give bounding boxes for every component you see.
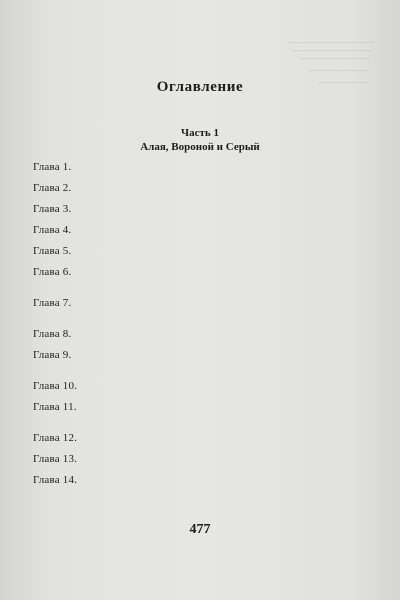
page-title: Оглавление [156,79,244,95]
toc-entry [33,431,358,452]
chapter-number: 9. [62,349,72,361]
toc-entry [33,202,358,223]
chapter-number: 4. [62,224,72,236]
chapter-number: 6. [62,266,72,278]
toc-entry [33,265,358,296]
chapter-label [33,431,77,445]
chapter-word: Глава [33,401,60,413]
chapter-number: 10. [62,380,78,392]
chapter-word: Глава [33,432,60,444]
chapter-label [33,473,77,487]
table-of-contents [33,160,358,494]
toc-entry [33,400,358,431]
toc-entry [33,452,358,473]
chapter-word: Глава [33,328,60,340]
toc-entry [33,223,358,244]
toc-entry [33,244,358,265]
chapter-number: 3. [62,203,72,215]
chapter-label [33,265,71,279]
chapter-label [33,202,71,216]
chapter-word: Глава [33,349,60,361]
chapter-number: 12. [62,432,78,444]
chapter-number: 11. [62,401,77,413]
chapter-word: Глава [33,453,60,465]
toc-entry [33,160,358,181]
chapter-label [33,327,71,341]
chapter-label [33,160,71,174]
chapter-number: 7. [62,297,72,309]
chapter-number: 2. [62,182,72,194]
chapter-word: Глава [33,224,60,236]
chapter-number: 8. [62,328,72,340]
chapter-word: Глава [33,474,60,486]
chapter-label [33,244,71,258]
chapter-word: Глава [33,161,60,173]
toc-entry [33,181,358,202]
toc-entry [33,379,358,400]
toc-entry [33,473,358,494]
chapter-word: Глава [33,380,60,392]
chapter-label [33,181,71,195]
chapter-number: 13. [62,453,78,465]
chapter-word: Глава [33,245,60,257]
chapter-number: 5. [62,245,72,257]
toc-entry [33,296,358,327]
chapter-label [33,400,77,414]
part-subtitle: Алая, Вороной и Серый [140,141,260,153]
chapter-word: Глава [33,266,60,278]
toc-entry [33,327,358,348]
page-number: 477 [189,522,211,537]
chapter-number: 14. [62,474,78,486]
part-heading: Часть 1 [181,127,219,139]
chapter-word: Глава [33,203,60,215]
chapter-label [33,223,71,237]
chapter-word: Глава [33,182,60,194]
chapter-label [33,348,71,362]
chapter-label [33,296,71,310]
chapter-label [33,379,77,393]
chapter-number: 1. [62,161,72,173]
chapter-label [33,452,77,466]
toc-entry [33,348,358,379]
chapter-word: Глава [33,297,60,309]
